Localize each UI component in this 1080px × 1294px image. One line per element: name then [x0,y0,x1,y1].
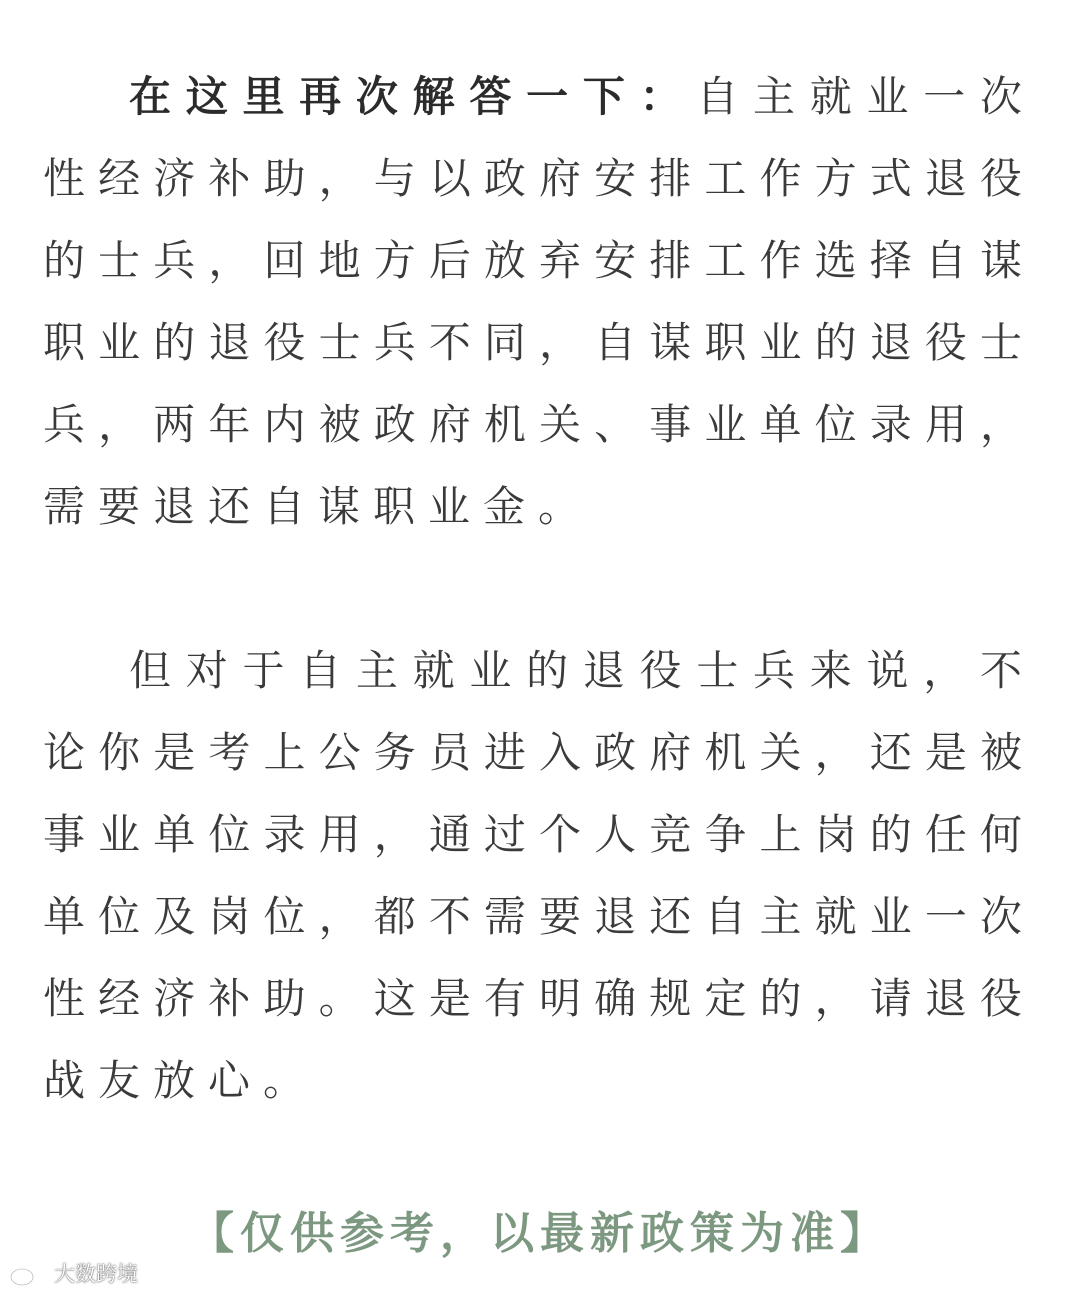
paragraph-1-lead: 在这里再次解答一下： [129,72,697,121]
weibo-logo-icon [8,1260,50,1288]
paragraph-1 [43,56,1035,548]
watermark-text: 大数跨境 [54,1262,138,1286]
paragraph-1-text: 自主就业一次性经济补助，与以政府安排工作方式退役的士兵，回地方后放弃安排工作选择自谋职业的退役士兵不同，自谋职业的退役士兵，两年内被政府机关、事业单位录用，需要退还自谋职业金。 [43,72,1035,531]
watermark [8,1260,138,1288]
paragraph-2: 但对于自主就业的退役士兵来说，不论你是考上公务员进入政府机关，还是被事业单位录用，通过个人竞争上岗的任何单位及岗位，都不需要退还自主就业一次性经济补助。这是有明确规定的，请退役战友放心。 [43,646,1035,1105]
article-body [43,56,1035,1122]
disclaimer-note: 【仅供参考，以最新政策为准】 [190,1208,890,1259]
